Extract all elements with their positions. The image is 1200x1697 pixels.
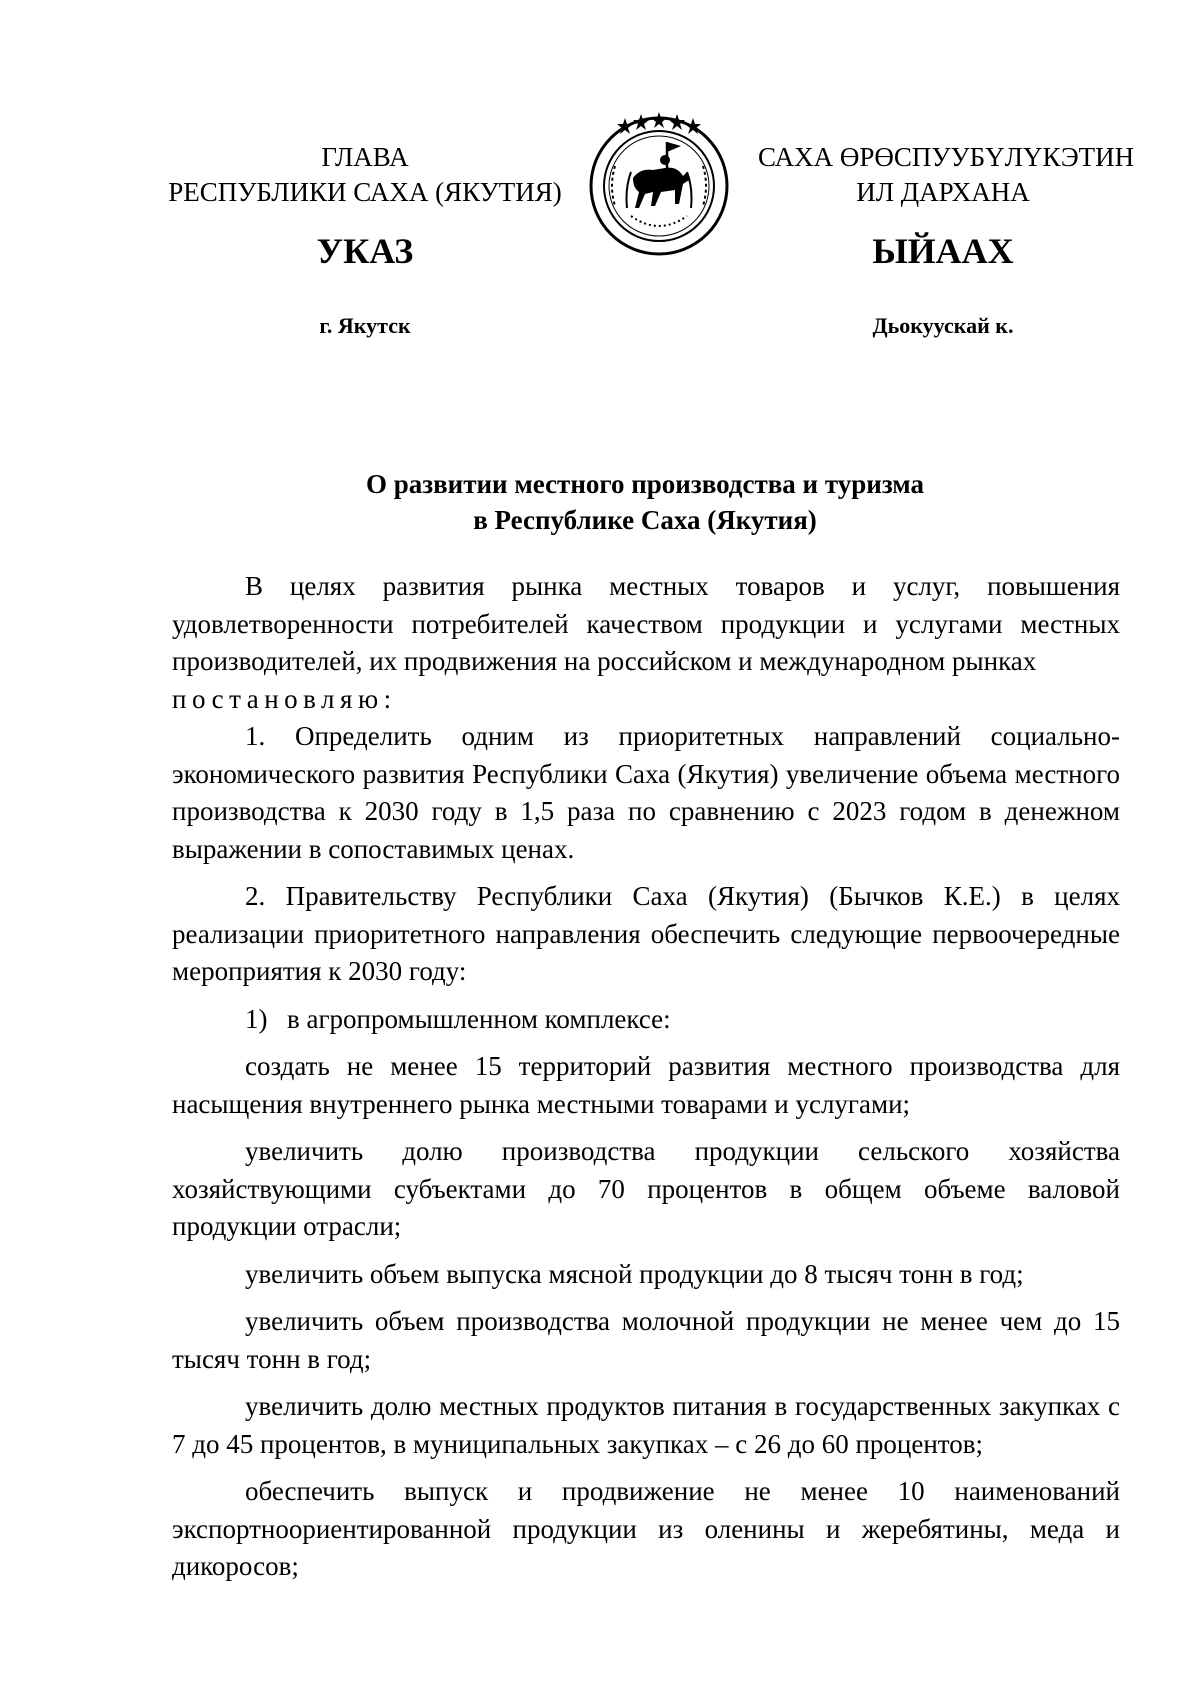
issuer-russian-line2: РЕСПУБЛИКИ САХА (ЯКУТИЯ) <box>168 177 562 207</box>
measure-3: увеличить объем выпуска мясной продукции до 8 тысяч тонн в год; <box>245 1258 1024 1289</box>
item-1: 1. Определить одним из приоритетных направлений социально-экономического развития Республики Саха (Якутия) увеличение объема местного производства к 2030 году в 1,5 раза по сравнению с 2023 годом в денежном выражении в сопоставимых ценах. <box>172 721 1120 864</box>
subitem-1-text: в агропромышленном комплексе: <box>287 1003 671 1034</box>
decree-title <box>160 466 1130 538</box>
measure-6: обеспечить выпуск и продвижение не менее 10 наименований экспортноориентированной продукции из оленины и жеребятины, меда и дикоросов; <box>172 1476 1120 1581</box>
item-2: 2. Правительству Республики Саха (Якутия) (Бычков К.Е.) в целях реализации приоритетного направления обеспечить следующие первоочередные мероприятия к 2030 году: <box>172 881 1120 986</box>
intro-paragraph <box>172 568 1120 718</box>
issuer-sakha <box>758 140 1135 210</box>
decree-title-line1: О развитии местного производства и туризма <box>365 469 925 499</box>
issuer-sakha-line1: САХА ӨРӨСПУУБҮЛҮКЭТИН <box>758 142 1135 172</box>
resolve-word: постановляю: <box>172 683 397 714</box>
doc-type-sakha: ЫЙААХ <box>872 231 1014 271</box>
city-russian: г. Якутск <box>319 313 411 338</box>
subitem-1-number: 1) <box>245 1003 268 1034</box>
measure-2: увеличить долю производства продукции сельского хозяйства хозяйствующими субъектами до 70 процентов в общем объеме валовой продукции отрасли; <box>172 1136 1120 1241</box>
issuer-sakha-line2: ИЛ ДАРХАНА <box>856 177 1030 207</box>
coat-of-arms-icon <box>585 108 733 258</box>
subitem-1 <box>172 1001 1120 1039</box>
city-sakha: Дьокуускай к. <box>872 313 1014 338</box>
intro-text: В целях развития рынка местных товаров и услуг, повышения удовлетворенности потребителей качеством продукции и услугами местных производителей, их продвижения на российском и международном рынках <box>172 571 1120 676</box>
measure-1: создать не менее 15 территорий развития местного производства для насыщения внутреннего рынка местными товарами и услугами; <box>172 1051 1120 1119</box>
decree-title-line2: в Республике Саха (Якутия) <box>473 505 817 535</box>
measure-4: увеличить объем производства молочной продукции не менее чем до 15 тысяч тонн в год; <box>172 1306 1120 1374</box>
doc-type-russian: УКАЗ <box>316 231 414 271</box>
issuer-russian <box>160 140 570 210</box>
issuer-russian-line1: ГЛАВА <box>321 142 409 172</box>
measure-5: увеличить долю местных продуктов питания в государственных закупках с 7 до 45 процентов, в муниципальных закупках – с 26 до 60 процентов; <box>172 1391 1120 1459</box>
decree-body <box>172 568 1120 1586</box>
